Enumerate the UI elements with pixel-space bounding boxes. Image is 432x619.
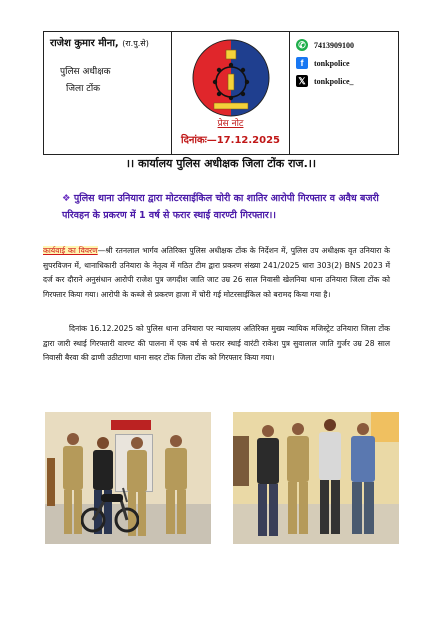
officer-service: (रा.पु.से) [122, 39, 149, 48]
press-note-date: दिनांकः—17.12.2025 [180, 135, 280, 146]
police-officer-3 [161, 432, 191, 538]
whatsapp-icon: ✆ [296, 39, 308, 51]
police-officer-5 [283, 420, 313, 540]
social-row-facebook[interactable] [296, 56, 350, 70]
facebook-icon: f [296, 57, 308, 69]
police-officer-6 [347, 420, 379, 540]
paragraph-1-body: —श्री रतनलाल भार्गव अतिरिक्त पुलिस अधीक्षक टोंक के निर्देशन में, पुलिस उप अधीक्षक वृत उनियारा के सुपरविजन में, थानाधिकारी उनियारा के नेतृत्व में गठित टीम द्वारा प्रकरण संख्या 241/2025 धारा 303(2) BNS 2023 में दर्ज कर दौराने अनुसंधान आरोपी राजेश पुत्र जगदीश जाति जाट उम्र 26 साल निवासी खेलनिया थाना उनियारा जिला टोंक को गिरफ्तार किया गया। आरोपी के कब्जे से प्रकरण हाजा में चोरी गई मोटरसाईकिल को बरामद किया गया है। [43, 246, 390, 299]
x-handle: tonkpolice_ [314, 76, 354, 86]
designation-line2: जिला टोंक [66, 84, 101, 94]
emblem-block [172, 32, 290, 154]
social-block [290, 32, 398, 154]
social-row-whatsapp[interactable] [296, 38, 354, 52]
designation-line1: पुलिस अधीक्षक [60, 67, 111, 77]
x-icon: 𝕏 [296, 75, 308, 87]
headline [62, 190, 392, 224]
arrest-photo-warrantee [233, 412, 399, 544]
paragraph-1 [43, 244, 390, 302]
letterhead [43, 31, 399, 155]
officer-name [50, 35, 149, 49]
cupboard [233, 436, 249, 486]
whatsapp-number: 7413909100 [314, 40, 354, 50]
wooden-post [47, 458, 55, 506]
press-note-title: प्रेस नोट [217, 119, 244, 129]
social-row-x[interactable] [296, 74, 354, 88]
office-line: ।। कार्यालय पुलिस अधीक्षक जिला टोंक राज.।। [125, 157, 317, 170]
police-officer-4 [253, 422, 283, 542]
recovered-motorcycle [81, 478, 139, 534]
headline-text: पुलिस थाना उनियारा द्वारा मोटरसाईकिल चोरी का शातिर आरोपी गिरफ्तार व अवैध बजरी परिवहन के प्रकरण में 1 वर्ष से फरार स्थाई वारण्टी गिरफ्तार।। [62, 193, 379, 221]
arrest-photo-motorcycle [45, 412, 211, 544]
station-signboard [111, 420, 151, 430]
diamond-bullet-icon: ❖ [62, 193, 71, 204]
paragraph-2: दिनांक 16.12.2025 को पुलिस थाना उनियारा पर न्यायालय अतिरिक्त मुख्य न्यायिक मजिस्ट्रेट उनियारा जिला टोंक द्वारा जारी स्थाई गिरफ्तारी वारण्ट की पालना में एक वर्ष से फरार स्थाई वारंटी राकेश पुत्र सुवालाल जाति गुर्जर उम्र 28 साल निवासी बैरवा की ढाणी उठीटाणा थाना सदर टोंक जिला टोंक को गिरफ्तार किया गया। [43, 324, 390, 362]
police-emblem-icon [186, 38, 276, 118]
officer-name-text: राजेश कुमार मीना, [50, 38, 119, 49]
accused-person-2 [315, 416, 345, 540]
paragraph-1-lead: कार्यवाई का विवरण [43, 246, 98, 255]
officer-block [44, 32, 172, 154]
facebook-handle: tonkpolice [314, 58, 350, 68]
